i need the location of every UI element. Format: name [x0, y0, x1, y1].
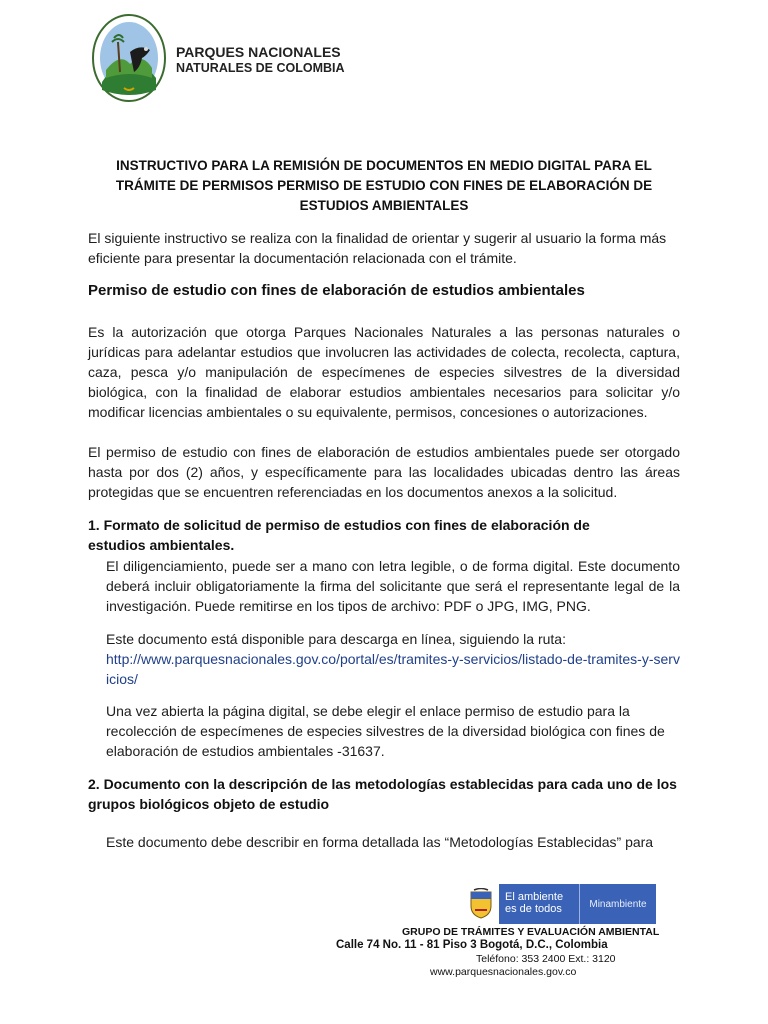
minambiente-banner	[463, 884, 656, 924]
footer-phone: Teléfono: 353 2400 Ext.: 3120	[476, 953, 616, 965]
section-1-paragraph-1: El diligenciamiento, puede ser a mano con letra legible, o de forma digital. Este documento deberá incluir obligatoriamente la firma del solicitante que será el representante legal de la investigación. Puede remitirse en los tipos de archivo: PDF o JPG, IMG, PNG.	[106, 558, 680, 614]
footer-website[interactable]: www.parquesnacionales.gov.co	[430, 966, 577, 978]
intro-paragraph: El siguiente instructivo se realiza con la finalidad de orientar y sugerir al usuario la forma más eficiente para presentar la documentación relacionada con el trámite.	[88, 230, 667, 266]
footer-group: GRUPO DE TRÁMITES Y EVALUACIÓN AMBIENTAL	[402, 926, 660, 938]
document-title: INSTRUCTIVO PARA LA REMISIÓN DE DOCUMENTOS EN MEDIO DIGITAL PARA EL TRÁMITE DE PERMISOS PERMISO DE ESTUDIO CON FINES DE ELABORACIÓN DE ESTUDIOS AMBIENTALES	[115, 158, 653, 213]
section-2-title: 2. Documento con la descripción de las metodologías establecidas para cada uno de los grupos biológicos objeto de estudio	[88, 776, 677, 812]
section-heading: Permiso de estudio con fines de elaboración de estudios ambientales	[88, 282, 585, 299]
parques-logo	[90, 12, 168, 108]
download-instruction: Este documento está disponible para descarga en línea, siguiendo la ruta:	[106, 631, 566, 647]
banner-line2: es de todos	[505, 903, 562, 915]
definition-paragraph: Es la autorización que otorga Parques Nacionales Naturales a las personas naturales o jurídicas para adelantar estudios que involucren las actividades de colecta, recolecta, captura, caza, pesca y/o manipulación de especímenes de especies silvestres de la diversidad biológica, con la finalidad de elaborar estudios ambientales necesarios para solicitar y/o modificar licencias ambientales o su equivalente, permisos, concesiones o autorizaciones.	[88, 324, 680, 420]
organization-name	[176, 44, 345, 76]
banner-line1: El ambiente	[505, 891, 564, 903]
org-name-line1: PARQUES NACIONALES	[176, 44, 341, 60]
banner-ministry: Minambiente	[580, 884, 656, 924]
condor-emblem-icon	[90, 12, 168, 108]
banner-slogan	[499, 884, 579, 924]
section-1-paragraph-2	[106, 629, 682, 689]
colombia-seal-icon	[463, 884, 499, 924]
section-1-paragraph-3: Una vez abierta la página digital, se debe elegir el enlace permiso de estudio para la recolección de especímenes de especies silvestres de la diversidad biológica con fines de elaboración de estudios ambientales -31637.	[106, 703, 665, 759]
download-link[interactable]: http://www.parquesnacionales.gov.co/portal/es/tramites-y-servicios/listado-de-tramites-y-servicios/	[106, 651, 680, 687]
footer-address: Calle 74 No. 11 - 81 Piso 3 Bogotá, D.C., Colombia	[336, 939, 608, 951]
section-1-title: 1. Formato de solicitud de permiso de estudios con fines de elaboración de estudios ambientales.	[88, 517, 590, 553]
duration-paragraph: El permiso de estudio con fines de elaboración de estudios ambientales puede ser otorgado hasta por dos (2) años, y específicamente para las localidades ubicadas dentro las áreas protegidas que se encuentren referenciadas en los documentos anexos a la solicitud.	[88, 444, 680, 500]
section-2-paragraph-1: Este documento debe describir en forma detallada las “Metodologías Establecidas” para	[106, 834, 654, 850]
org-name-line2: NATURALES DE COLOMBIA	[176, 61, 345, 75]
